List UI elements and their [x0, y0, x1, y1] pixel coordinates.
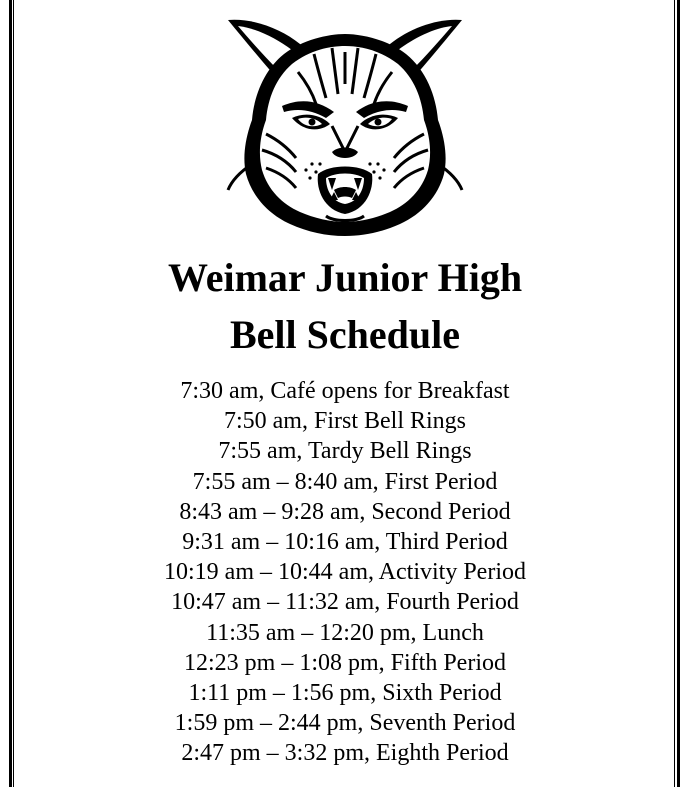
list-item: 11:35 am – 12:20 pm, Lunch	[206, 619, 484, 646]
list-item: 12:23 pm – 1:08 pm, Fifth Period	[183, 649, 506, 676]
list-item: 1:11 pm – 1:56 pm, Sixth Period	[188, 680, 502, 707]
list-item: 1:59 pm – 2:44 pm, Seventh Period	[174, 710, 516, 737]
list-item: 7:55 am, Tardy Bell Rings	[218, 438, 472, 465]
list-item: 9:31 am – 10:16 am, Third Period	[182, 529, 508, 556]
list-item: 7:55 am – 8:40 am, First Period	[192, 468, 498, 495]
list-item: 10:47 am – 11:32 am, Fourth Period	[171, 589, 519, 616]
list-item: 7:30 am, Café opens for Breakfast	[180, 378, 510, 404]
page-subtitle: Bell Schedule	[229, 312, 461, 357]
bell-schedule-list	[0, 376, 690, 769]
list-item: 7:50 am, First Bell Rings	[223, 408, 466, 435]
page-title: Weimar Junior High	[167, 255, 523, 300]
list-item: 8:43 am – 9:28 am, Second Period	[179, 498, 511, 525]
list-item: 2:47 pm – 3:32 pm, Eighth Period	[181, 740, 509, 767]
wildcat-mascot-icon	[222, 14, 468, 236]
list-item: 10:19 am – 10:44 am, Activity Period	[164, 559, 526, 586]
